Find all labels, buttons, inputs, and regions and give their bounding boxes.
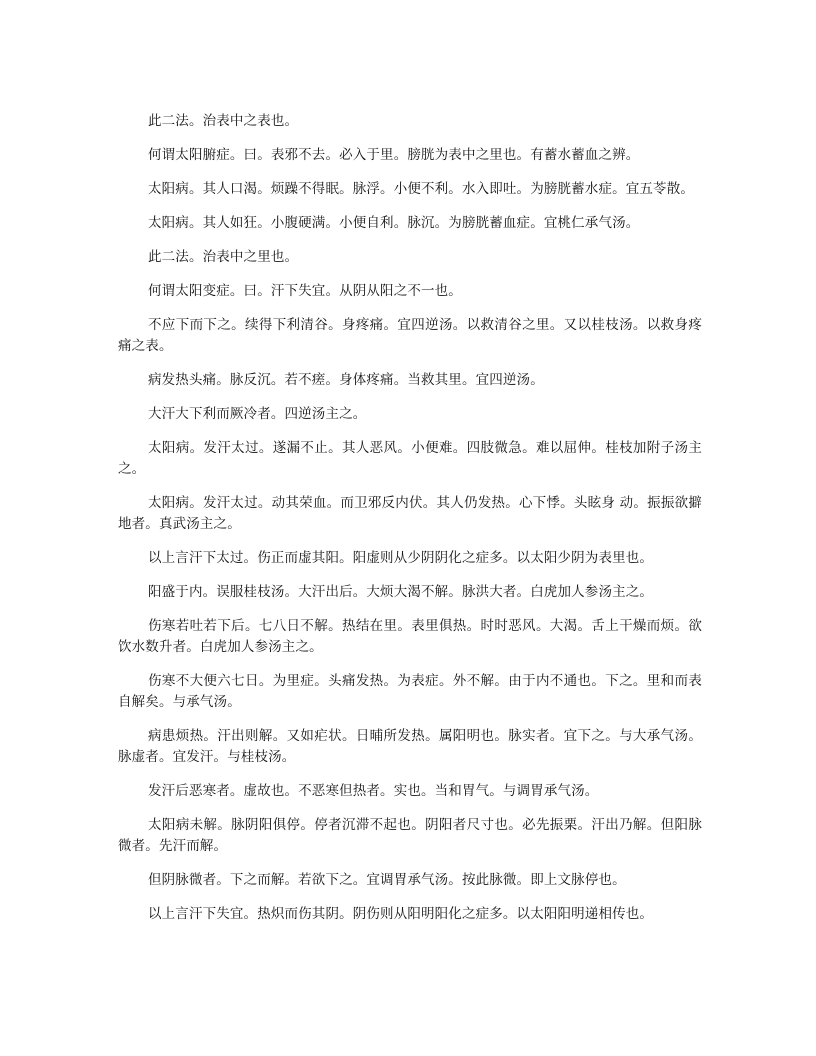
paragraph: 阳盛于内。误服桂枝汤。大汗出后。大烦大渴不解。脉洪大者。白虎加人参汤主之。 xyxy=(148,584,654,600)
paragraph: 以上言汗下失宜。热炽而伤其阴。阴伤则从阳明阳化之症多。以太阳阳明递相传也。 xyxy=(148,906,654,922)
paragraph: 但阴脉微者。下之而解。若欲下之。宜调胃承气汤。按此脉微。即上文脉停也。 xyxy=(148,872,626,888)
paragraph: 病患烦热。汗出则解。又如疟状。日晡所发热。属阳明也。脉实者。宜下之。与大承气汤。脉虚者。宜发汗。与桂枝汤。 xyxy=(118,728,702,765)
paragraph: 太阳病。发汗太过。动其荣血。而卫邪反内伏。其人仍发热。心下悸。头眩身 动。振振欲擗地者。真武汤主之。 xyxy=(118,495,702,532)
paragraph: 伤寒若吐若下后。七八日不解。热结在里。表里俱热。时时恶风。大渴。舌上干燥而烦。欲饮水数升者。白虎加人参汤主之。 xyxy=(118,618,702,655)
paragraph: 伤寒不大便六七日。为里症。头痛发热。为表症。外不解。由于内不通也。下之。里和而表自解矣。与承气汤。 xyxy=(118,673,702,710)
paragraph: 此二法。治表中之表也。 xyxy=(148,113,299,129)
paragraph: 此二法。治表中之里也。 xyxy=(148,249,299,265)
paragraph: 何谓太阳腑症。曰。表邪不去。必入于里。膀胱为表中之里也。有蓄水蓄血之辨。 xyxy=(148,147,640,163)
paragraph: 太阳病。其人口渴。烦躁不得眠。脉浮。小便不利。水入即吐。为膀胱蓄水症。宜五苓散。 xyxy=(148,181,694,197)
paragraph: 不应下而下之。续得下利清谷。身疼痛。宜四逆汤。以救清谷之里。又以桂枝汤。以救身疼痛之表。 xyxy=(118,317,702,354)
paragraph: 发汗后恶寒者。虚故也。不恶寒但热者。实也。当和胃气。与调胃承气汤。 xyxy=(148,783,599,799)
document-body xyxy=(118,111,702,938)
paragraph: 太阳病。其人如狂。小腹硬满。小便自利。脉沉。为膀胱蓄血症。宜桃仁承气汤。 xyxy=(148,215,640,231)
paragraph: 以上言汗下太过。伤正而虚其阳。阳虚则从少阴阴化之症多。以太阳少阴为表里也。 xyxy=(148,550,654,566)
paragraph: 病发热头痛。脉反沉。若不瘥。身体疼痛。当救其里。宜四逆汤。 xyxy=(148,372,544,388)
paragraph: 太阳病未解。脉阴阳俱停。停者沉滞不起也。阴阳者尺寸也。必先振栗。汗出乃解。但阳脉微者。先汗而解。 xyxy=(118,817,702,854)
paragraph: 大汗大下利而厥冷者。四逆汤主之。 xyxy=(148,406,367,422)
paragraph: 太阳病。发汗太过。遂漏不止。其人恶风。小便难。四肢微急。难以屈伸。桂枝加附子汤主之。 xyxy=(118,440,702,477)
paragraph: 何谓太阳变症。曰。汗下失宜。从阴从阳之不一也。 xyxy=(148,283,462,299)
